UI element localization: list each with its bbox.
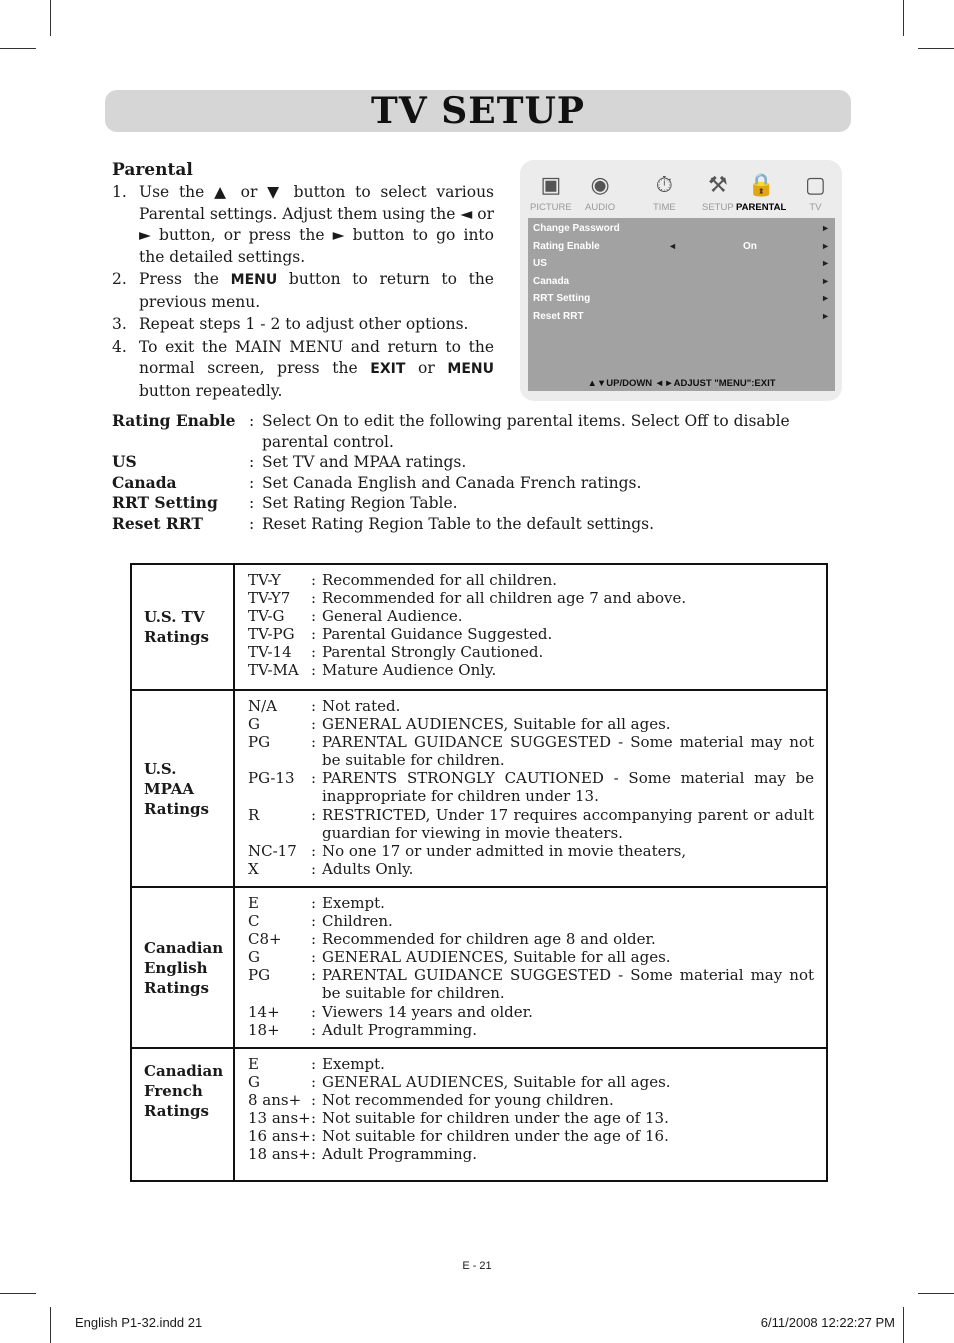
rating-colon: : [311, 1109, 317, 1128]
rating-item [248, 1055, 814, 1073]
rating-desc: Recommended for children age 8 and older. [322, 930, 656, 949]
osd-menu-item [533, 290, 830, 307]
rating-colon: : [311, 859, 317, 878]
rating-code: 18 ans+ [248, 1145, 311, 1164]
definition-row [112, 452, 846, 473]
rating-colon: : [311, 841, 317, 860]
crop-mark [0, 48, 36, 49]
step-text [139, 314, 494, 336]
rating-colon: : [311, 715, 317, 734]
ratings-row [132, 886, 826, 1047]
arrow-right-icon: ► [821, 258, 830, 269]
ratings-category [132, 888, 235, 1047]
step-text-part: or [405, 359, 448, 377]
osd-menu-screenshot [520, 160, 842, 401]
page-title: TV SETUP [371, 90, 585, 132]
osd-navigation-hint: ▲▼UP/DOWN ◄►ADJUST "MENU":EXIT [587, 378, 776, 389]
rating-item [248, 571, 814, 589]
crop-mark [903, 0, 904, 36]
rating-code: PG-13 [248, 769, 295, 788]
rating-item [248, 769, 814, 805]
rating-colon: : [311, 1127, 317, 1146]
rating-colon: : [311, 661, 317, 680]
rating-desc: Not suitable for children under the age of 13. [322, 1109, 669, 1128]
definition-desc: Reset Rating Region Table to the default settings. [262, 514, 655, 533]
title-banner [105, 90, 851, 132]
rating-code: E [248, 1055, 259, 1073]
rating-item [248, 643, 814, 661]
rating-desc: Not suitable for children under the age of 16. [322, 1127, 669, 1146]
section-heading: Parental [112, 160, 193, 180]
rating-desc: Adult Programming. [322, 1145, 477, 1164]
ratings-row [132, 689, 826, 886]
osd-tab-parental [736, 168, 786, 213]
definition-term: US [112, 452, 137, 471]
rating-colon: : [311, 589, 317, 608]
rating-desc: PARENTS STRONGLY CAUTIONED - Some material may be inappropriate for children under 13. [322, 769, 814, 806]
definition-term: Reset RRT [112, 513, 203, 533]
crop-mark [918, 1293, 954, 1294]
button-name: MENU [230, 272, 278, 288]
definition-row [112, 473, 846, 494]
rating-code: 16 ans+ [248, 1127, 311, 1146]
ratings-list [235, 691, 826, 886]
osd-tab-label: TIME [653, 202, 676, 213]
rating-colon: : [311, 1055, 317, 1073]
rating-desc: Not recommended for young children. [322, 1091, 614, 1110]
ratings-category [132, 565, 235, 689]
step-item [112, 314, 494, 336]
definition-term: RRT Setting [112, 493, 218, 512]
rating-colon: : [311, 930, 317, 949]
osd-menu-item-label: US [533, 258, 547, 270]
rating-colon: : [311, 894, 317, 912]
rating-code: TV-G [248, 607, 285, 626]
osd-menu-item [533, 238, 830, 255]
rating-item [248, 625, 814, 643]
ratings-list [235, 888, 826, 1047]
rating-code: E [248, 894, 259, 912]
definition-desc: Set Rating Region Table. [262, 494, 458, 512]
ratings-table [130, 563, 828, 1182]
osd-tab-setup [702, 168, 734, 213]
rating-item [248, 1003, 814, 1021]
rating-item [248, 1021, 814, 1039]
rating-item [248, 697, 814, 715]
crop-mark [50, 0, 51, 36]
ratings-category-label: U.S. TV Ratings [144, 608, 209, 646]
rating-desc: Exempt. [322, 1055, 385, 1073]
ratings-row [132, 565, 826, 689]
osd-menu-item-label: Reset RRT [533, 311, 584, 322]
rating-item [248, 930, 814, 948]
step-text [139, 337, 494, 403]
rating-code: PG [248, 966, 271, 985]
rating-item [248, 806, 814, 842]
definition-desc: Set Canada English and Canada French ratings. [262, 473, 642, 492]
rating-code: NC-17 [248, 841, 297, 860]
definition-row [112, 493, 846, 514]
rating-desc: Adult Programming. [322, 1020, 477, 1039]
rating-desc: General Audience. [322, 607, 463, 626]
rating-colon: : [311, 1020, 317, 1039]
rating-item [248, 912, 814, 930]
rating-code: TV-Y [248, 571, 281, 589]
ratings-list [235, 565, 826, 689]
rating-desc: Viewers 14 years and older. [322, 1002, 533, 1021]
rating-desc: Recommended for all children age 7 and above. [322, 589, 687, 608]
instruction-steps [112, 182, 494, 403]
crop-mark [918, 48, 954, 49]
rating-colon: : [311, 1145, 317, 1164]
definition-colon: : [249, 514, 255, 533]
button-name: MENU [447, 361, 494, 377]
osd-tab-label: SETUP [702, 202, 734, 213]
step-item [112, 182, 494, 268]
osd-menu-item-value: On [743, 240, 757, 252]
step-text-part: To exit the MAIN MENU and return to the normal screen, press the [139, 337, 494, 377]
rating-item [248, 661, 814, 679]
rating-code: C8+ [248, 930, 282, 949]
rating-item [248, 1073, 814, 1091]
osd-menu-item [533, 273, 830, 290]
osd-menu-item-label: RRT Setting [533, 293, 591, 305]
rating-code: 14+ [248, 1002, 280, 1021]
rating-colon: : [311, 1091, 317, 1110]
rating-code: TV-MA [248, 661, 299, 680]
rating-item [248, 948, 814, 966]
rating-code: G [248, 948, 260, 967]
rating-item [248, 966, 814, 1002]
step-item [112, 337, 494, 403]
definition-row [112, 514, 846, 535]
definition-row [112, 411, 846, 452]
ratings-category-label: Canadian English Ratings [144, 938, 224, 997]
rating-code: 13 ans+ [248, 1109, 311, 1128]
rating-desc: GENERAL AUDIENCES, Suitable for all ages. [322, 948, 671, 967]
osd-tab-label: PARENTAL [736, 202, 787, 213]
rating-desc: RESTRICTED, Under 17 requires accompanying parent or adult guardian for viewing in movie theaters. [322, 805, 814, 842]
rating-code: PG [248, 733, 271, 752]
definition-colon: : [249, 494, 255, 512]
rating-item [248, 715, 814, 733]
osd-menu-item-label: Rating Enable [533, 240, 600, 252]
osd-menu-item-label: Canada [533, 275, 570, 287]
rating-desc: Exempt. [322, 894, 385, 912]
rating-colon: : [311, 607, 317, 626]
definition-colon: : [249, 453, 255, 471]
osd-tab-label: TV [809, 202, 822, 213]
osd-tab-picture [530, 168, 572, 213]
step-number: 4. [112, 337, 127, 356]
rating-code: 18+ [248, 1020, 280, 1039]
rating-item [248, 1127, 814, 1145]
rating-desc: PARENTAL GUIDANCE SUGGESTED - Some material may not be suitable for children. [322, 966, 814, 1003]
rating-colon: : [311, 571, 317, 589]
rating-item [248, 894, 814, 912]
osd-menu-item [533, 220, 830, 237]
crop-mark [50, 1307, 51, 1343]
rating-code: C [248, 912, 260, 931]
ratings-category-label: Canadian French Ratings [144, 1062, 224, 1120]
rating-desc: Parental Strongly Cautioned. [322, 643, 544, 662]
step-text-part: Use the ▲ or ▼ button to select various Parental settings. Adjust them using the ◄ or ► button, or press the ► button to go into the detailed settings. [139, 183, 494, 266]
rating-colon: : [311, 733, 317, 752]
osd-menu-panel [528, 218, 835, 391]
page-number: E - 21 [462, 1260, 492, 1272]
osd-tab-label: PICTURE [530, 202, 572, 213]
rating-colon: : [311, 966, 317, 985]
osd-tab-label: AUDIO [585, 202, 616, 213]
picture-icon: ▣ [540, 172, 562, 197]
step-number: 3. [112, 315, 127, 333]
rating-desc: GENERAL AUDIENCES, Suitable for all ages. [322, 1073, 671, 1092]
osd-tab-bar [530, 168, 832, 212]
rating-code: X [248, 859, 259, 878]
crop-mark [0, 1293, 36, 1294]
slug-timestamp: 6/11/2008 12:22:27 PM [760, 1315, 895, 1330]
stopwatch-icon: ⏱ [655, 172, 673, 197]
arrow-right-icon: ► [821, 240, 830, 251]
rating-item [248, 607, 814, 625]
step-text [139, 182, 494, 268]
osd-menu-item [533, 308, 830, 325]
definition-colon: : [249, 473, 255, 492]
tools-icon: ⚒ [707, 172, 728, 197]
rating-desc: Children. [322, 912, 393, 931]
step-text-part: button to return to the previous menu. [139, 270, 494, 311]
definitions-list [112, 411, 846, 534]
slug-filename: English P1-32.indd 21 [75, 1315, 203, 1330]
arrow-right-icon: ► [821, 311, 830, 321]
rating-colon: : [311, 1073, 317, 1092]
rating-code: TV-14 [248, 643, 292, 662]
rating-item [248, 842, 814, 860]
rating-item [248, 860, 814, 878]
rating-code: G [248, 715, 260, 734]
definition-term: Rating Enable [112, 411, 236, 430]
step-text-part: Repeat steps 1 - 2 to adjust other options. [139, 315, 469, 333]
rating-colon: : [311, 643, 317, 662]
step-text [139, 269, 494, 313]
rating-item [248, 1145, 814, 1163]
rating-desc: Not rated. [322, 697, 401, 715]
definition-desc: Select On to edit the following parental items. Select Off to disable parental control. [262, 412, 790, 451]
definition-term: Canada [112, 472, 177, 492]
rating-item [248, 589, 814, 607]
rating-desc: Mature Audience Only. [322, 661, 497, 680]
rating-item [248, 1091, 814, 1109]
step-number: 1. [112, 183, 127, 201]
osd-tab-time [653, 168, 676, 213]
step-item [112, 269, 494, 313]
arrow-right-icon: ► [821, 275, 830, 286]
crop-mark [903, 1307, 904, 1343]
lock-icon: 🔒 [747, 172, 775, 197]
rating-desc: Recommended for all children. [322, 571, 557, 589]
rating-desc: Parental Guidance Suggested. [322, 625, 553, 644]
definition-colon: : [249, 412, 255, 430]
osd-tab-audio [585, 168, 615, 213]
speaker-icon: ◉ [590, 172, 610, 197]
definition-desc: Set TV and MPAA ratings. [262, 453, 467, 471]
rating-desc: GENERAL AUDIENCES, Suitable for all ages. [322, 715, 671, 734]
rating-colon: : [311, 912, 317, 931]
ratings-category-label: U.S. MPAA Ratings [144, 759, 209, 818]
ratings-row [132, 1047, 826, 1180]
osd-menu-item [533, 255, 830, 272]
rating-desc: Adults Only. [322, 859, 414, 878]
ratings-category [132, 691, 235, 886]
rating-colon: : [311, 805, 317, 824]
step-number: 2. [112, 270, 127, 288]
rating-code: R [248, 805, 260, 824]
rating-colon: : [311, 697, 317, 715]
step-text-part: button repeatedly. [139, 381, 283, 400]
button-name: EXIT [370, 361, 406, 377]
rating-code: N/A [248, 697, 278, 715]
ratings-category [132, 1049, 235, 1180]
tv-icon: ▢ [805, 172, 826, 197]
osd-tab-tv [805, 168, 826, 213]
rating-colon: : [311, 769, 317, 788]
rating-item [248, 733, 814, 769]
arrow-left-icon: ◄ [668, 240, 677, 251]
rating-code: G [248, 1073, 260, 1092]
rating-item [248, 1109, 814, 1127]
rating-desc: PARENTAL GUIDANCE SUGGESTED - Some material may not be suitable for children. [322, 733, 814, 770]
osd-menu-item-label: Change Password [533, 223, 620, 234]
rating-code: TV-Y7 [248, 589, 291, 608]
ratings-list [235, 1049, 826, 1180]
step-text-part: Press the [139, 270, 231, 288]
arrow-right-icon: ► [821, 293, 830, 304]
rating-colon: : [311, 948, 317, 967]
rating-code: 8 ans+ [248, 1091, 302, 1110]
arrow-right-icon: ► [821, 223, 830, 233]
rating-code: TV-PG [248, 625, 295, 644]
rating-desc: No one 17 or under admitted in movie theaters, [322, 841, 687, 860]
rating-colon: : [311, 1002, 317, 1021]
rating-colon: : [311, 625, 317, 644]
